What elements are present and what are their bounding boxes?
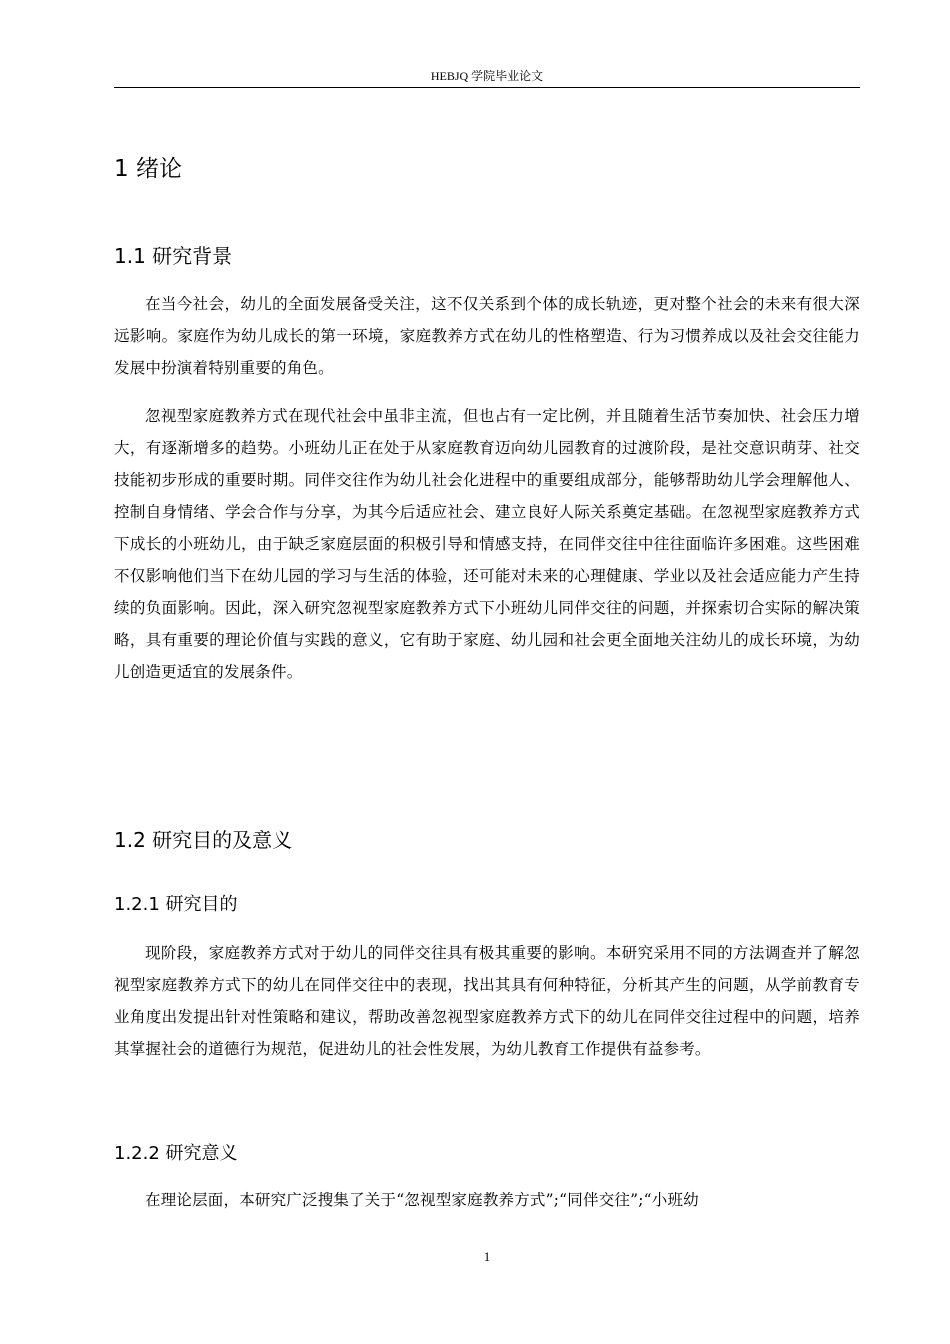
header-rule — [114, 87, 860, 88]
page-header: HEBJQ 学院毕业论文 — [430, 69, 544, 83]
section-title-1-2: 1.2 研究目的及意义 — [114, 828, 293, 852]
chapter-title: 1 绪论 — [114, 156, 182, 182]
paragraph-purpose: 现阶段，家庭教养方式对于幼儿的同伴交往具有极其重要的影响。本研究采用不同的方法调查并了解忽视型家庭教养方式下的幼儿在同伴交往中的表现，找出其具有何种特征，分析其产生的问题，从学前教育专业角度出发提出针对性策略和建议，帮助改善忽视型家庭教养方式下的幼儿在同伴交往过程中的问题，培养其掌握社会的道德行为规范，促进幼儿的社会性发展，为幼儿教育工作提供有益参考。 — [114, 944, 860, 1058]
subsection-title-1-2-2: 1.2.2 研究意义 — [114, 1143, 238, 1164]
section-title-1-1: 1.1 研究背景 — [114, 244, 233, 268]
paragraph-background-1: 在当今社会，幼儿的全面发展备受关注，这不仅关系到个体的成长轨迹，更对整个社会的未来有很大深远影响。家庭作为幼儿成长的第一环境，家庭教养方式在幼儿的性格塑造、行为习惯养成以及社会交往能力发展中扮演着特别重要的角色。 — [114, 295, 860, 377]
subsection-title-1-2-1: 1.2.1 研究目的 — [114, 894, 238, 915]
paragraph-background-2: 忽视型家庭教养方式在现代社会中虽非主流，但也占有一定比例，并且随着生活节奏加快、社会压力增大，有逐渐增多的趋势。小班幼儿正在处于从家庭教育迈向幼儿园教育的过渡阶段，是社交意识萌芽、社交技能初步形成的重要时期。同伴交往作为幼儿社会化进程中的重要组成部分，能够帮助幼儿学会理解他人、控制自身情绪、学会合作与分享，为其今后适应社会、建立良好人际关系奠定基础。在忽视型家庭教养方式下成长的小班幼儿，由于缺乏家庭层面的积极引导和情感支持，在同伴交往中往往面临许多困难。这些困难不仅影响他们当下在幼儿园的学习与生活的体验，还可能对未来的心理健康、学业以及社会适应能力产生持续的负面影响。因此，深入研究忽视型家庭教养方式下小班幼儿同伴交往的问题，并探索切合实际的解决策略，具有重要的理论价值与实践的意义，它有助于家庭、幼儿园和社会更全面地关注幼儿的成长环境，为幼儿创造更适宜的发展条件。 — [114, 407, 860, 681]
paragraph-significance: 在理论层面，本研究广泛搜集了关于“忽视型家庭教养方式”;“同伴交往”;“小班幼 — [145, 1191, 699, 1209]
page-number: 1 — [483, 1249, 491, 1264]
